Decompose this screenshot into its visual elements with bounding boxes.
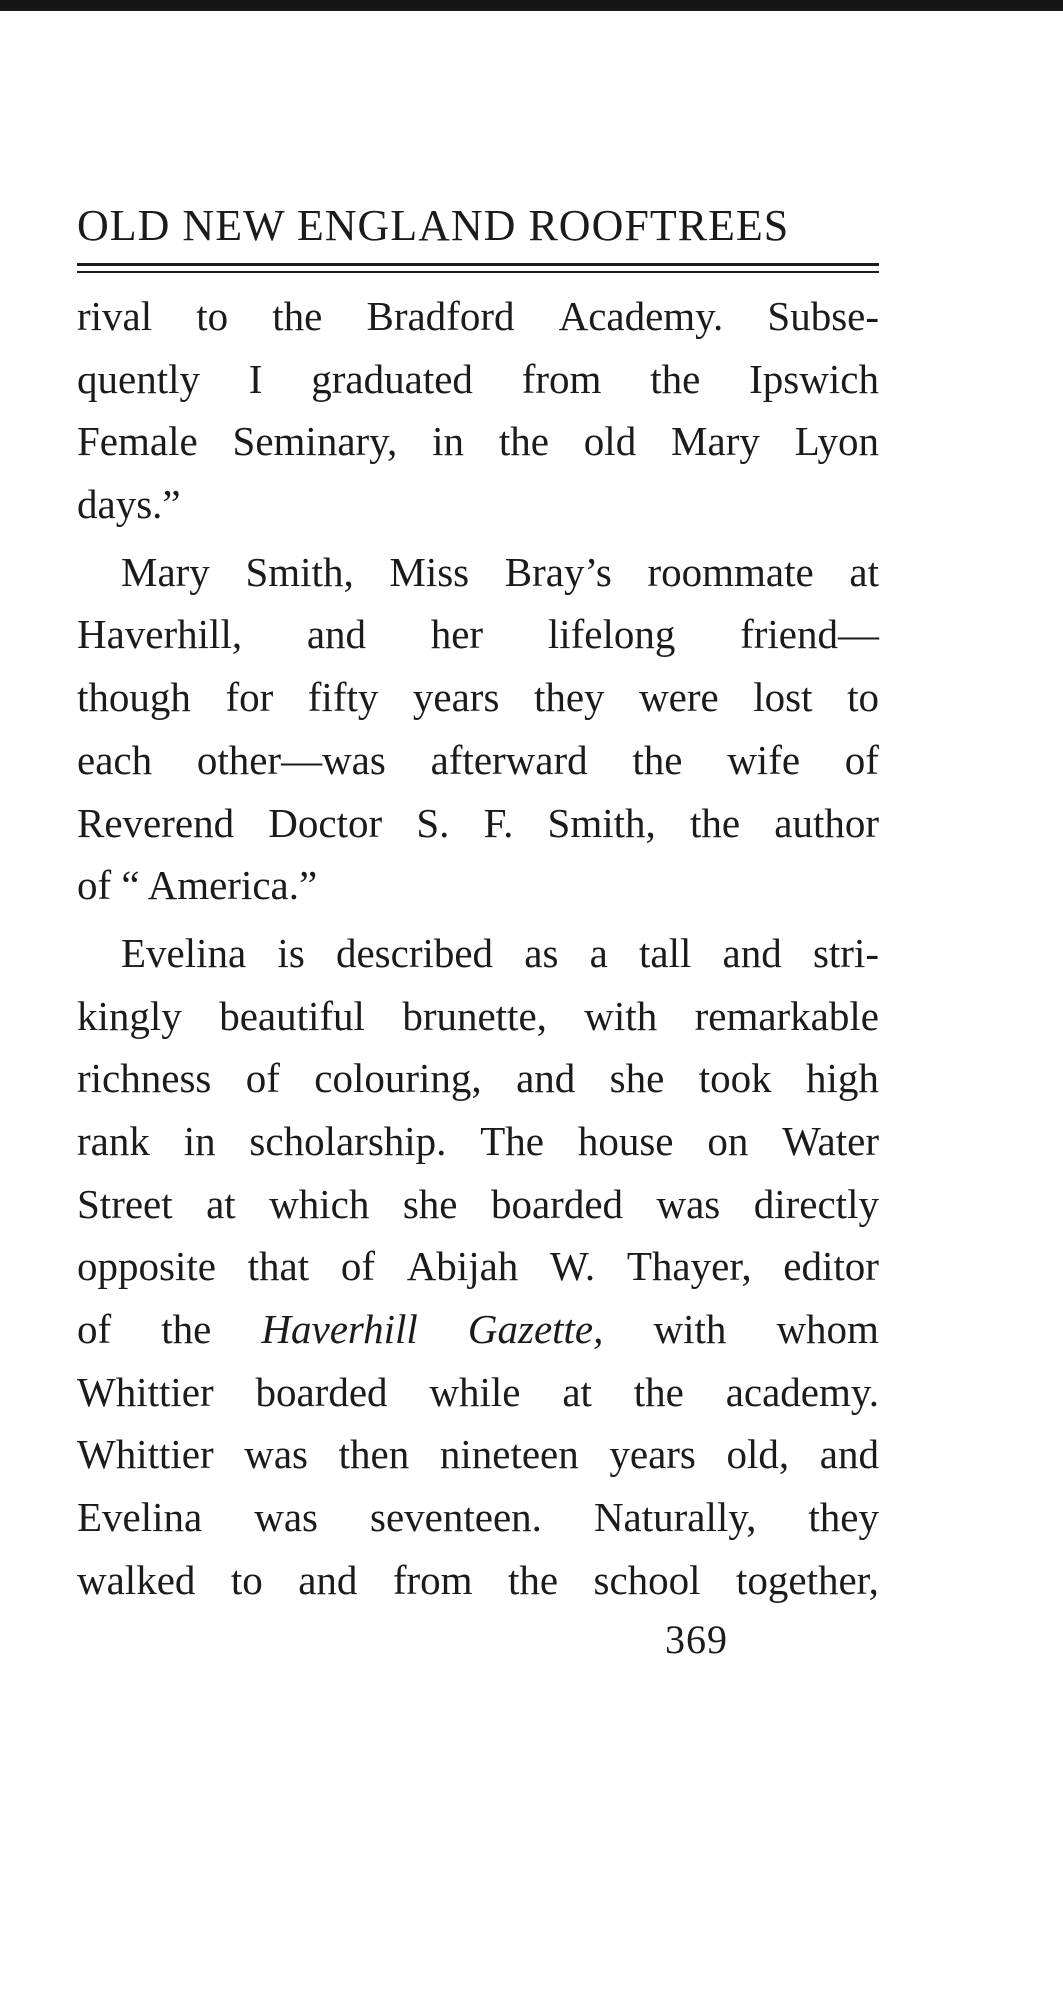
word: and — [298, 1556, 358, 1603]
word: Haverhill, — [77, 611, 243, 658]
text-line — [77, 1047, 879, 1110]
word: Ipswich — [749, 355, 879, 402]
text-line — [77, 666, 879, 729]
word: Female — [77, 418, 198, 465]
word: Evelina — [121, 929, 247, 976]
word: other—was — [196, 736, 386, 783]
word: together, — [735, 1556, 879, 1603]
word: Evelina — [77, 1494, 203, 1541]
word: in — [183, 1117, 216, 1164]
text-line — [77, 854, 879, 917]
word: author — [774, 799, 879, 846]
word: days.” — [77, 481, 181, 528]
word: the — [507, 1556, 559, 1603]
word: was — [656, 1180, 721, 1227]
word: described — [335, 929, 494, 976]
word: Water — [782, 1117, 879, 1164]
word: Whittier — [77, 1431, 214, 1478]
word: whom — [776, 1306, 879, 1352]
word: beautiful — [219, 992, 365, 1039]
word: as — [524, 929, 559, 976]
word: Smith, — [547, 799, 656, 846]
word: were — [639, 674, 719, 721]
word: I — [248, 355, 263, 402]
word: of — [77, 862, 112, 909]
word: Thayer, — [626, 1243, 752, 1290]
word: Street — [77, 1180, 173, 1227]
word: at — [206, 1180, 236, 1227]
word: wife — [727, 736, 801, 783]
text-line — [77, 1549, 879, 1612]
word: the — [633, 1368, 684, 1415]
word: with — [653, 1306, 727, 1352]
text-line — [77, 1486, 879, 1549]
word: the — [650, 355, 701, 402]
word: graduated — [311, 355, 473, 402]
top-border — [0, 0, 1063, 11]
word: from — [392, 1556, 473, 1603]
word: lost — [753, 674, 813, 721]
word: Bray’s — [504, 548, 612, 595]
word: fifty — [307, 674, 379, 721]
word: to — [196, 293, 229, 339]
word: scholarship. — [249, 1117, 447, 1164]
word: years — [412, 674, 500, 721]
word-italic: Haverhill — [261, 1306, 418, 1352]
word: brunette, — [402, 992, 547, 1039]
text-line — [77, 1173, 879, 1236]
word: of — [77, 1306, 112, 1352]
word: The — [480, 1117, 544, 1164]
word: stri- — [812, 929, 879, 976]
word: was — [254, 1494, 319, 1541]
word: and — [722, 929, 782, 976]
text-line — [77, 541, 879, 604]
text-line — [77, 603, 879, 666]
word: rival — [77, 293, 153, 339]
word: on — [707, 1117, 749, 1164]
word: at — [849, 548, 879, 595]
word-italic: Gazette, — [467, 1306, 604, 1352]
word: lifelong — [547, 611, 676, 658]
word: W. — [549, 1243, 596, 1290]
word: Naturally, — [593, 1494, 757, 1541]
word: a — [589, 929, 608, 976]
word: boarded — [490, 1180, 624, 1227]
word: they — [808, 1494, 879, 1541]
word: Whittier — [77, 1368, 214, 1415]
word: was — [244, 1431, 309, 1478]
word: Seminary, — [232, 418, 398, 465]
word: tall — [638, 929, 692, 976]
text-line — [77, 792, 879, 855]
word: Mary — [121, 548, 210, 595]
word: nineteen — [439, 1431, 579, 1478]
word: while — [429, 1368, 521, 1415]
word: with — [584, 992, 658, 1039]
text-line — [77, 1235, 879, 1298]
word: America.” — [147, 862, 318, 909]
word: seventeen. — [370, 1494, 542, 1541]
word: Reverend — [77, 799, 235, 846]
word: from — [521, 355, 602, 402]
text-line — [77, 985, 879, 1048]
word: her — [430, 611, 484, 658]
text-line — [77, 922, 879, 985]
word: richness — [77, 1055, 212, 1102]
word: old — [583, 418, 637, 465]
word: Subse- — [767, 293, 879, 339]
text-line — [77, 1298, 879, 1361]
text-line — [77, 1110, 879, 1173]
word: Bradford — [366, 293, 515, 339]
word: old, — [726, 1431, 790, 1478]
word: they — [533, 674, 605, 721]
word: academy. — [725, 1368, 879, 1415]
word: friend— — [740, 611, 879, 658]
word: she — [609, 1055, 665, 1102]
word: boarded — [255, 1368, 388, 1415]
word: is — [277, 929, 305, 976]
word: Smith, — [245, 548, 354, 595]
header-rule-thick — [77, 263, 879, 266]
word: directly — [753, 1180, 879, 1227]
word: S. — [416, 799, 450, 846]
word: kingly — [77, 992, 182, 1039]
word: walked — [77, 1556, 196, 1603]
word: the — [272, 293, 323, 339]
word: editor — [783, 1243, 879, 1290]
word: opposite — [77, 1243, 216, 1290]
word: and — [819, 1431, 879, 1478]
text-line — [77, 285, 879, 348]
word: each — [77, 736, 153, 783]
word: she — [402, 1180, 458, 1227]
page-number: 369 — [665, 1617, 728, 1662]
word: high — [806, 1055, 879, 1102]
word: for — [225, 674, 274, 721]
text-line — [77, 1361, 879, 1424]
word: that — [247, 1243, 310, 1290]
word: Mary — [671, 418, 760, 465]
word: Academy. — [558, 293, 724, 339]
word: the — [498, 418, 549, 465]
word: Doctor — [268, 799, 383, 846]
word: Abijah — [406, 1243, 519, 1290]
word: of — [340, 1243, 375, 1290]
running-head: OLD NEW ENGLAND ROOFTREES — [77, 201, 790, 250]
word: the — [632, 736, 683, 783]
word: to — [847, 674, 879, 721]
word: of — [245, 1055, 280, 1102]
header-rule-thin — [77, 271, 879, 273]
text-line — [77, 729, 879, 792]
word: “ — [121, 862, 140, 909]
word: the — [161, 1306, 212, 1352]
word: rank — [77, 1117, 150, 1164]
word: years — [609, 1431, 696, 1478]
text-line — [77, 348, 879, 411]
word: Lyon — [794, 418, 879, 465]
word: Miss — [389, 548, 470, 595]
word: afterward — [430, 736, 588, 783]
word: at — [562, 1368, 592, 1415]
word: then — [338, 1431, 410, 1478]
word: school — [593, 1556, 701, 1603]
word: of — [844, 736, 879, 783]
body-text — [77, 285, 879, 1611]
word: house — [577, 1117, 674, 1164]
text-line — [77, 410, 879, 473]
word: took — [698, 1055, 772, 1102]
text-line — [77, 473, 879, 536]
word: in — [432, 418, 465, 465]
word: to — [230, 1556, 263, 1603]
word: and — [306, 611, 367, 658]
text-line — [77, 1423, 879, 1486]
word: roommate — [647, 548, 814, 595]
word: which — [269, 1180, 370, 1227]
word: remarkable — [694, 992, 879, 1039]
word: quently — [77, 355, 200, 402]
word: though — [77, 674, 191, 721]
word: the — [689, 799, 741, 846]
word: F. — [483, 799, 514, 846]
word: colouring, — [314, 1055, 482, 1102]
word: and — [516, 1055, 576, 1102]
